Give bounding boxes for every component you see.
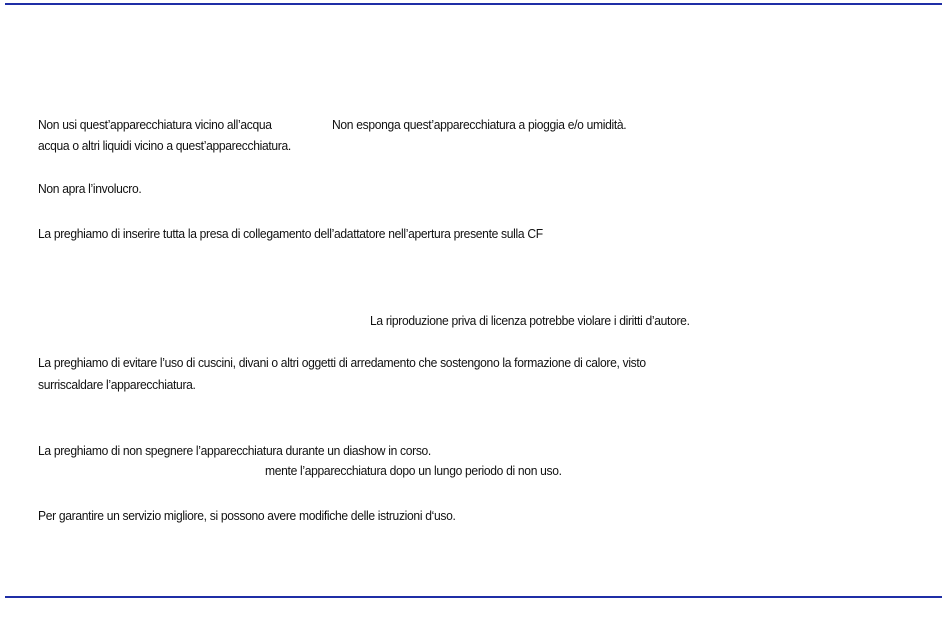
text-line-adapter-instruction: La preghiamo di inserire tutta la presa di collegamento dell’adattatore nell’apertura presente sulla CF	[38, 226, 543, 241]
text-line-unplug-note: mente l’apparecchiatura dopo un lungo periodo di non uso.	[265, 463, 562, 478]
text-line-manual-changes: Per garantire un servizio migliore, si possono avere modifiche delle istruzioni d‘uso.	[38, 508, 456, 523]
top-divider	[5, 3, 942, 5]
text-line-liquids-warning: acqua o altri liquidi vicino a quest’apparecchiatura.	[38, 138, 291, 153]
text-line-overheat-warning: surriscaldare l’apparecchiatura.	[38, 377, 196, 392]
text-line-heat-warning: La preghiamo di evitare l’uso di cuscini, divani o altri oggetti di arredamento che sostengono la formazione di calore, visto	[38, 355, 646, 370]
text-line-rain-warning: Non esponga quest’apparecchiatura a pioggia e/o umidità.	[332, 117, 627, 132]
text-line-copyright-warning: La riproduzione priva di licenza potrebbe violare i diritti d’autore.	[370, 313, 690, 328]
text-line-housing-warning: Non apra l’involucro.	[38, 181, 142, 196]
bottom-divider	[5, 596, 942, 598]
text-line-water-warning: Non usi quest’apparecchiatura vicino all’acqua	[38, 117, 272, 132]
text-line-slideshow-warning: La preghiamo di non spegnere l’apparecchiatura durante un diashow in corso.	[38, 443, 431, 458]
